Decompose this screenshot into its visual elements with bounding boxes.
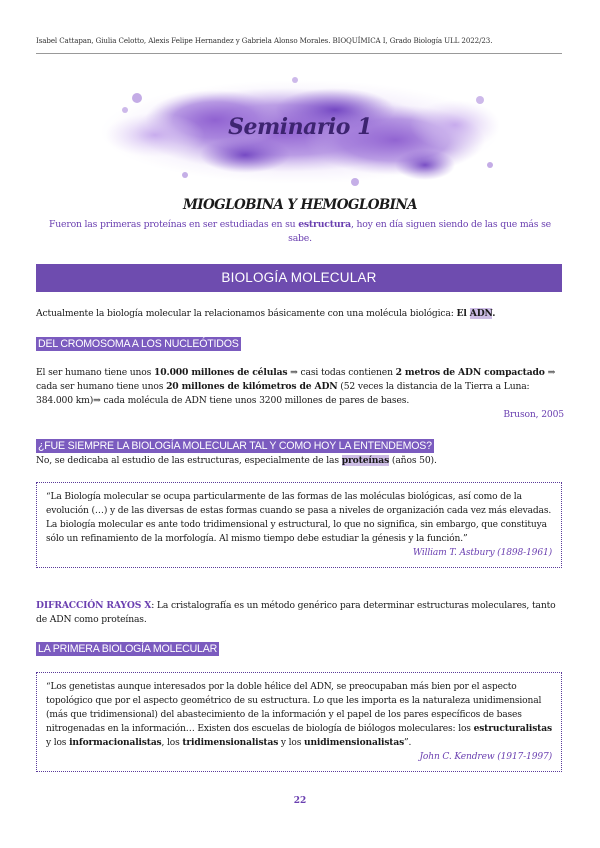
- dna-text-2: ⇒ casi todas contienen: [287, 367, 396, 378]
- history-text-end: (años 50).: [389, 455, 437, 466]
- kendrew-bold-3: tridimensionalistas: [182, 737, 279, 748]
- dna-bold-3: 20 millones de kilómetros de ADN: [166, 381, 338, 392]
- kendrew-bold-1: estructuralistas: [473, 723, 552, 734]
- quote-text: “La Biología molecular se ocupa particularmente de las formas de las moléculas biológicas, así como de la evolución (…) y de las diversas de estas formas cuando se pasa a niveles de organización cada vez más elevadas. La biología molecular es ante todo tridimensional y estructural, lo que no significa, sin embargo, que constituya sólo un refinamiento de la morfología. Al mismo tiempo debe estudiar la génesis y la función.”: [46, 492, 552, 544]
- dna-text-4: (52 veces la distancia de la Tierra a Luna: 384.000 km)⇒ cada molécula de ADN tiene unos 3200 millones de pares de bases.: [36, 381, 530, 406]
- kendrew-bold-2: informacionalistas: [69, 737, 162, 748]
- citation: Bruson, 2005: [503, 409, 564, 420]
- subtitle-text: Fueron las primeras proteínas en ser estudiadas en su: [49, 219, 299, 230]
- xray-text: : La cristalografía es un método genérico para determinar estructuras moleculares, tanto de ADN como proteínas.: [36, 600, 556, 625]
- history-text: No, se dedicaba al estudio de las estructuras, especialmente de las: [36, 455, 342, 466]
- subtitle: [36, 218, 564, 246]
- quote-author: William T. Astbury (1898-1961): [412, 548, 552, 558]
- dna-bold-2: 2 metros de ADN compactado: [395, 367, 545, 378]
- subtitle-bold: estructura: [298, 219, 351, 230]
- xray-label: DIFRACCIÓN RAYOS X: [36, 600, 152, 611]
- dna-bold-1: 10.000 millones de células: [154, 367, 288, 378]
- history-highlight: proteínas: [341, 455, 390, 466]
- page-number: 22: [293, 796, 307, 806]
- header-divider: [36, 53, 562, 54]
- dna-paragraph: [36, 366, 564, 422]
- subtitle-text-end: , hoy en día siguen siendo de las que más se sabe.: [288, 219, 551, 244]
- quote-kendrew: [36, 672, 562, 772]
- kendrew-text-4: y los: [278, 738, 304, 748]
- seminar-title: Seminario 1: [228, 114, 372, 140]
- intro-bold: El: [456, 308, 470, 319]
- subheading-first-biology: LA PRIMERA BIOLOGÍA MOLECULAR: [38, 643, 218, 655]
- dna-text-1: El ser humano tiene unos: [36, 367, 155, 378]
- kendrew-bold-4: unidimensionalistas: [304, 737, 405, 748]
- intro-end: .: [492, 308, 496, 319]
- kendrew-text-2: y los: [46, 738, 70, 748]
- page-title: MIOGLOBINA Y HEMOGLOBINA: [182, 197, 418, 213]
- intro-text: Actualmente la biología molecular la relacionamos básicamente con una molécula biológica:: [36, 308, 457, 319]
- kendrew-text-3: , los: [161, 738, 183, 748]
- history-paragraph: [36, 454, 564, 468]
- kendrew-text-5: ”.: [404, 738, 412, 748]
- subheading-history: ¿FUE SIEMPRE LA BIOLOGÍA MOLECULAR TAL Y COMO HOY LA ENTENDEMOS?: [38, 440, 432, 452]
- subheading-chromosome: DEL CROMOSOMA A LOS NUCLEÓTIDOS: [38, 338, 239, 350]
- xray-paragraph: [36, 599, 564, 627]
- intro-highlight: ADN: [469, 308, 493, 319]
- kendrew-text-1: “Los genetistas aunque interesados por la doble hélice del ADN, se preocupaban más bien por el aspecto topológico que por el aspecto geométrico de su estructura. Lo que les importa es la naturaleza unidimensional (más que tridimensional) del abastecimiento de la información y el papel de los pares específicos de bases nitrogenadas en la información… Existen dos escuelas de biología de biólogos moleculares: los: [46, 682, 542, 734]
- quote-author: John C. Kendrew (1917-1997): [419, 752, 552, 762]
- section-heading: BIOLOGÍA MOLECULAR: [36, 264, 562, 292]
- quote-text: [46, 680, 552, 750]
- dna-text-3: ⇒ cada ser humano tiene unos: [36, 367, 556, 392]
- intro-paragraph: [36, 307, 564, 321]
- quote-astbury: [36, 482, 562, 568]
- page-header: Isabel Cattapan, Giulia Celotto, Alexis Felipe Hernandez y Gabriela Alonso Morales. BIOQUÍMICA I, Grado Biología ULL 2022/23.: [36, 36, 493, 45]
